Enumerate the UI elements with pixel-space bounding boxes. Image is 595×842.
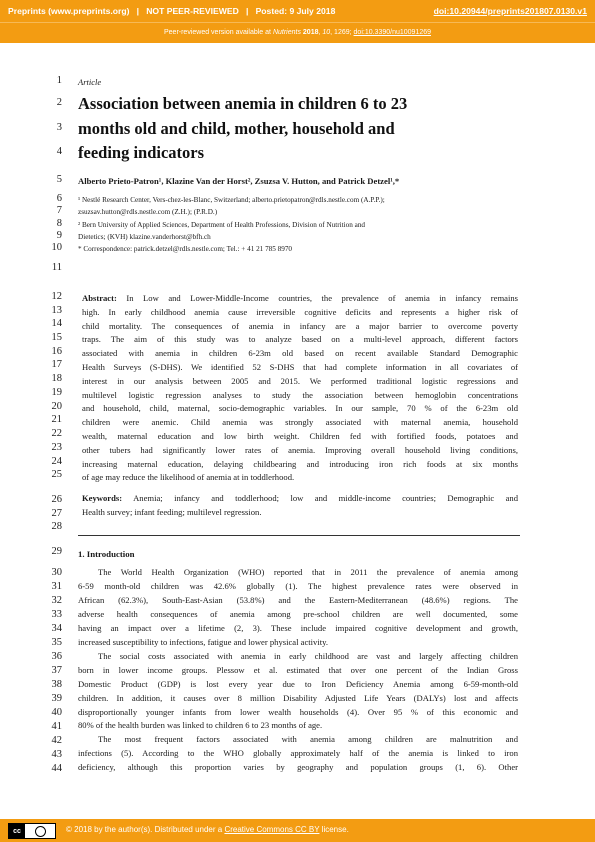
body-line: disproportionally younger infants from lower wealth households (4). Over 95 % of this economic and xyxy=(78,706,518,717)
body-line: 80% of the health burden was linked to children 6 to 23 months of age. xyxy=(78,720,323,731)
abstract-line: associated with anemia in children 6-23m old based on recent available Standard Demographic xyxy=(82,348,518,359)
abstract-line: increasing maternal education, delaying childbearing and introducing iron rich foods at six months xyxy=(82,458,518,469)
abstract-line: Health Surveys (S-DHS). We identified 52 S-DHS that had complete information in all covariates of xyxy=(82,362,518,372)
line-number: 35 xyxy=(51,637,62,648)
author-list: Alberto Prieto-Patron¹, Klazine Van der Horst², Zsuzsa V. Hutton, and Patrick Detzel¹,* xyxy=(78,176,400,186)
preprint-header-bar xyxy=(0,0,595,22)
line-number: 2 xyxy=(56,97,62,108)
title-line: Association between anemia in children 6 to 23 xyxy=(78,94,408,113)
cc-logo-icon: cc xyxy=(9,824,25,838)
cc-by-badge-icon[interactable] xyxy=(8,823,56,839)
keywords-line xyxy=(82,493,518,503)
line-number: 19 xyxy=(51,387,62,398)
keywords-line: Health survey; infant feeding; multilevel regression. xyxy=(82,507,262,517)
body-line: The most frequent factors associated with anemia among children are malnutrition and xyxy=(98,734,518,745)
line-number: 14 xyxy=(51,318,62,329)
abstract-line: traps. The aim of this study was to analyze based on a multi-level approach, different factors xyxy=(82,334,518,345)
peer-reviewed-version-bar: Peer-reviewed version available at Nutrients 2018, 10, 1269; doi:10.3390/nu10091269 xyxy=(0,22,595,43)
subheader-prefix: Peer-reviewed version available at xyxy=(163,29,273,36)
abstract-line: multilevel logistic regression analyses to study the association between hemoglobin concentrations xyxy=(82,389,518,400)
line-number: 5 xyxy=(56,174,62,185)
journal-volume: 10 xyxy=(322,29,331,36)
line-number: 6 xyxy=(56,193,62,204)
license-footer xyxy=(0,819,595,842)
line-number: 32 xyxy=(51,595,62,606)
title-line: months old and child, mother, household and xyxy=(78,119,395,138)
line-number: 40 xyxy=(51,707,62,718)
line-number: 10 xyxy=(51,242,62,253)
line-number: 23 xyxy=(51,442,62,453)
line-number: 12 xyxy=(51,291,62,302)
line-number: 37 xyxy=(51,665,62,676)
affiliation-line: ¹ Nestlé Research Center, Vers-chez-les-Blanc, Switzerland; alberto.prietopatron@rdls.nestle.com (A.P.P.); xyxy=(78,196,385,204)
published-doi-link[interactable]: doi:10.3390/nu10091269 xyxy=(353,29,431,36)
abstract-line: high. In early childhood anemia cause irreversible cognitive deficits and represents a higher risk of xyxy=(82,306,518,317)
preprints-link[interactable]: Preprints (www.preprints.org) xyxy=(8,6,130,16)
license-link[interactable]: Creative Commons CC BY xyxy=(224,825,320,834)
body-line: having an impact over a lifetime (2, 3). These include impaired cognitive development and growth, xyxy=(78,622,518,633)
abstract-line: child mortality. The consequences of anemia in infancy are a major barrier to overcome poverty xyxy=(82,320,518,331)
keywords-text: Anemia; infancy and toddlerhood; low and middle-income countries; Demographic and xyxy=(122,493,518,503)
line-number: 22 xyxy=(51,428,62,439)
line-number: 26 xyxy=(51,494,62,505)
line-number: 34 xyxy=(51,623,62,634)
license-suffix: license. xyxy=(319,825,349,834)
body-line: African (62.3%), South-East-Asian (53.8%) and the Eastern-Mediterranean (48.6%) regions. The xyxy=(78,594,518,605)
keywords-label: Keywords: xyxy=(82,493,123,503)
line-number: 9 xyxy=(56,230,62,241)
abstract-line: of age may reduce the likelihood of anemia at in toddlerhood. xyxy=(82,472,295,483)
body-line: The social costs associated with anemia in early childhood are vast and largely affecting children xyxy=(98,650,518,661)
header-left xyxy=(8,6,335,16)
body-line: deficiency, although this proportion varies by geography and population groups (1, 6). Other xyxy=(78,762,518,773)
abstract-line: interest in our analysis between 2005 and 2015. We performed traditional logistic regressions and xyxy=(82,375,518,386)
body-line: children. In addition, it causes over 8 million Disability Adjusted Life Years (DALYs) lost and affects xyxy=(78,692,518,703)
body-line: born in lower income groups. Plessow et al. estimated that over one percent of the Indian Gross xyxy=(78,664,518,675)
line-number: 44 xyxy=(51,763,62,774)
abstract-line: children were anemic. Child anemia was strongly associated with maternal anemia, household xyxy=(82,417,518,428)
posted-date: Posted: 9 July 2018 xyxy=(255,6,336,16)
journal-year: 2018 xyxy=(302,29,319,36)
abstract-line: and household, child, maternal, socio-demographic variables. In our sample, 70 % of the 6-23m old xyxy=(82,403,518,414)
line-number: 43 xyxy=(51,749,62,760)
license-text xyxy=(66,825,349,834)
by-person-icon xyxy=(25,826,55,837)
line-number: 28 xyxy=(51,521,62,532)
line-number: 20 xyxy=(51,401,62,412)
section-divider xyxy=(78,535,520,536)
journal-pages: , 1269; xyxy=(330,29,354,36)
line-number: 42 xyxy=(51,735,62,746)
line-number: 13 xyxy=(51,305,62,316)
header-separator: | xyxy=(136,6,140,16)
line-number: 8 xyxy=(56,218,62,229)
abstract-line: wealth, maternal education and low birth weight. Children fed with fortified foods, potatoes and xyxy=(82,431,518,441)
correspondence-line: * Correspondence: patrick.detzel@rdls.nestle.com; Tel.: + 41 21 785 8970 xyxy=(78,245,293,253)
line-number: 7 xyxy=(56,205,62,216)
section-heading: 1. Introduction xyxy=(78,549,135,559)
line-number: 38 xyxy=(51,679,62,690)
journal-name: Nutrients xyxy=(272,29,301,36)
line-number: 24 xyxy=(51,456,62,467)
header-separator: | xyxy=(246,6,249,16)
body-line: infections (5). According to the WHO globally approximately half of the anemia is linked to iron xyxy=(78,748,518,759)
title-line: feeding indicators xyxy=(78,143,205,162)
line-number: 3 xyxy=(56,122,62,133)
line-number: 15 xyxy=(51,332,62,343)
line-number: 41 xyxy=(51,721,62,732)
body-line: adverse health consequences of anemia among pre-school children are well documented, some xyxy=(78,608,518,619)
line-number: 27 xyxy=(51,508,62,519)
body-line: increased susceptibility to infections, fatigue and lower physical activity. xyxy=(78,636,329,647)
article-type: Article xyxy=(78,77,102,87)
line-number: 25 xyxy=(51,469,62,480)
line-number: 36 xyxy=(51,651,62,662)
abstract-label: Abstract: xyxy=(82,293,117,303)
abstract-text: In Low and Lower-Middle-Income countries, the prevalence of anemia in infancy remains xyxy=(116,293,518,303)
line-number: 39 xyxy=(51,693,62,704)
line-number: 31 xyxy=(51,581,62,592)
line-number: 16 xyxy=(51,346,62,357)
line-number: 11 xyxy=(51,262,62,273)
body-line: The World Health Organization (WHO) reported that in 2011 the prevalence of anemia among xyxy=(98,567,518,577)
line-number: 18 xyxy=(51,373,62,384)
review-status: NOT PEER-REVIEWED xyxy=(146,6,239,16)
line-number: 30 xyxy=(51,567,62,578)
line-number: 33 xyxy=(51,609,62,620)
affiliation-line: zsuzsav.hutton@rdls.nestle.com (Z.H.); (P.R.D.) xyxy=(78,208,218,216)
affiliation-line: Dietetics; (KVH) klazine.vanderhorst@bfh.ch xyxy=(78,233,211,241)
affiliation-line: ² Bern University of Applied Sciences, Department of Health Professions, Division of Nutrition and xyxy=(78,221,366,229)
body-line: 6-59 month-old children was 42.6% globally (1). The highest prevalence rates were observed in xyxy=(78,580,518,591)
license-prefix: © 2018 by the author(s). Distributed under a xyxy=(66,825,225,834)
line-number: 17 xyxy=(51,359,62,370)
line-number: 21 xyxy=(51,414,62,425)
abstract-line xyxy=(82,293,518,303)
abstract-line: other tubers had significantly lower rates of anemia. Improving overall household living conditions, xyxy=(82,444,518,455)
preprint-doi-link[interactable]: doi:10.20944/preprints201807.0130.v1 xyxy=(433,6,587,16)
line-number: 29 xyxy=(51,546,62,557)
body-line: Domestic Product (GDP) is lost every year due to Iron Deficiency Anemia among 6-59-month-old xyxy=(78,678,518,689)
line-number: 4 xyxy=(56,146,62,157)
line-number: 1 xyxy=(56,75,62,86)
